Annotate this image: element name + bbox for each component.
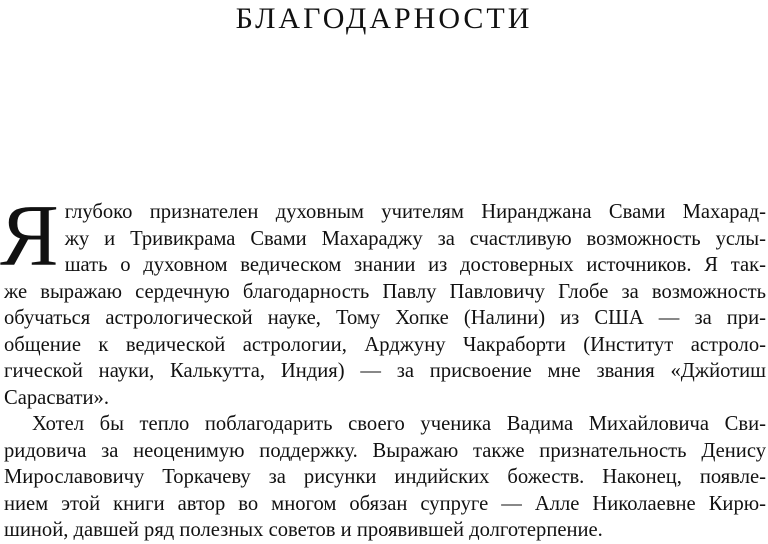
paragraph-2-line: шиной, давшей ряд полезных советов и проявившей долготерпение.	[4, 519, 603, 541]
paragraph-2	[4, 411, 766, 544]
acknowledgements-body	[0, 188, 766, 544]
paragraph-1-line: общение к ведической астрологии, Арджуну Чакраборти (Институт астроло-	[4, 333, 766, 356]
paragraph-2-line-text: Хотел бы тепло поблагодарить своего ученика Вадима Михайловича Сви-	[32, 413, 766, 435]
drop-cap: Я	[0, 188, 59, 285]
page-heading: БЛАГОДАРНОСТИ	[235, 2, 533, 35]
paragraph-1-line: гической науки, Калькутта, Индия) — за присвоение мне звания «Джйотиш	[4, 360, 766, 382]
paragraph-2-line: Мирославовичу Торкачеву за рисунки индийских божеств. Наконец, появле-	[4, 466, 766, 488]
paragraph-1-line: же выражаю сердечную благодарность Павлу Павловичу Глобе за возможность	[4, 280, 766, 303]
paragraph-1-line: жу и Тривикрама Свами Махараджу за счастливую возможность услы-	[64, 227, 766, 250]
paragraph-2-line: нием этой книги автор во многом обязан супруге — Алле Николаевне Кирю-	[4, 492, 766, 515]
paragraph-1	[0, 188, 766, 411]
paragraph-2-line	[4, 411, 766, 438]
paragraph-1-line: Сарасвати».	[4, 386, 109, 409]
paragraph-2-line: ридовича за неоценимую поддержку. Выражаю также признательность Денису	[4, 439, 766, 462]
paragraph-1-line: шать о духовном ведическом знании из достоверных источников. Я так-	[64, 254, 766, 276]
paragraph-1-line: обучаться астрологической науке, Тому Хопке (Налини) из США — за при-	[4, 307, 766, 329]
paragraph-1-line: глубоко признателен духовным учителям Ниранджана Свами Махарад-	[64, 201, 766, 223]
